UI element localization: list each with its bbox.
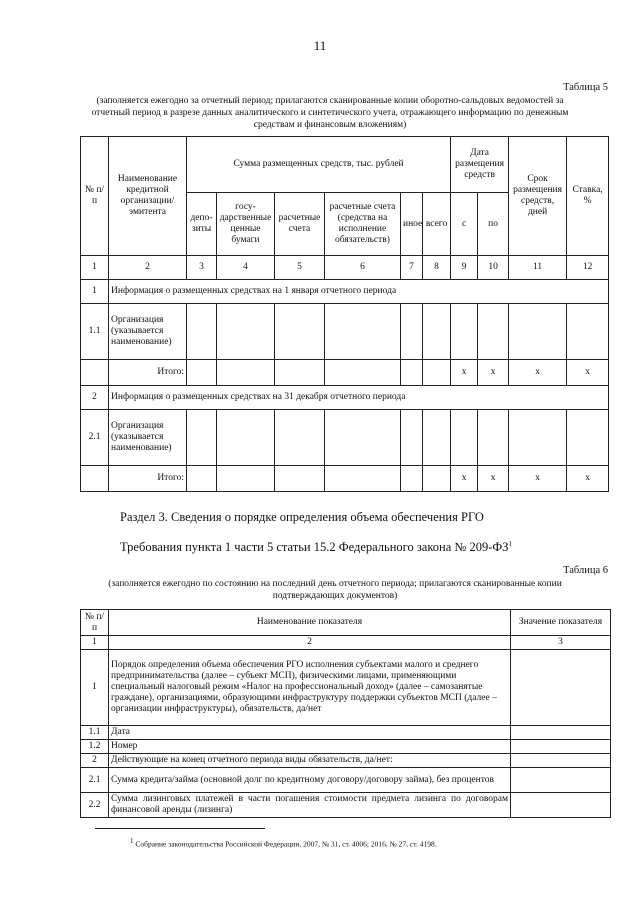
table5 — [80, 136, 609, 492]
t5-cell — [187, 304, 217, 360]
t6-r21-num: 2.1 — [81, 768, 109, 793]
t5-sec2-num: 2 — [81, 386, 109, 410]
t6-r11-text: Дата — [109, 726, 511, 740]
t5-colnum: 12 — [567, 256, 609, 280]
t6-header-name: Наименование показателя — [109, 610, 511, 636]
table6-label: Таблица 6 — [563, 565, 608, 576]
t5-cell — [509, 304, 567, 360]
t5-colnum: 1 — [81, 256, 109, 280]
t5-cell — [187, 410, 217, 466]
t6-value-cell — [511, 740, 611, 754]
t5-header-from: с — [451, 193, 478, 256]
t5-cell — [423, 410, 451, 466]
t5-colnum: 11 — [509, 256, 567, 280]
t5-cell — [325, 466, 401, 492]
t5-cell — [325, 304, 401, 360]
table6-note: (заполняется ежегодно по состоянию на последний день отчетного периода; прилагаются сканированные копии подтверждающих документов) — [108, 579, 562, 601]
t5-x: х — [509, 360, 567, 386]
section3-requirement-text: Требования пункта 1 части 5 статьи 15.2 Федерального закона № 209-ФЗ — [120, 540, 509, 555]
t5-colnum: 9 — [451, 256, 478, 280]
t5-cell — [423, 304, 451, 360]
t5-cell — [217, 466, 275, 492]
t6-value-cell — [511, 793, 611, 818]
t5-sec2-text: Информация о размещенных средствах на 31 декабря отчетного периода — [109, 386, 609, 410]
t5-row11-num: 1.1 — [81, 304, 109, 360]
t5-header-total: всего — [423, 193, 451, 256]
t5-cell — [325, 360, 401, 386]
t5-cell — [423, 360, 451, 386]
t6-value-cell — [511, 650, 611, 726]
t5-cell — [81, 360, 109, 386]
t5-colnum: 4 — [217, 256, 275, 280]
footnote-ref: 1 — [508, 540, 512, 548]
t6-r2-num: 2 — [81, 754, 109, 768]
t5-cell — [509, 410, 567, 466]
page-number: 11 — [313, 38, 327, 53]
t5-header-date: Дата размещения средств — [451, 137, 509, 193]
footnote-divider — [95, 828, 265, 829]
t5-header-settle: расчетные счета — [275, 193, 325, 256]
t6-colnum: 3 — [511, 636, 611, 650]
t5-cell — [567, 410, 609, 466]
table5-note: (заполняется ежегодно за отчетный период; прилагаются сканированные копии оборотно-сальдовых ведомостей за отчетный период в разрезе данных аналитического и синтетического учета, отражающего информацию по денежным средствам и финансовым вложениям) — [91, 96, 569, 130]
footnote-text: Собрание законодательства Российской Федерации, 2007, № 31, ст. 4006; 2016, № 27, ст. 4198. — [135, 839, 437, 849]
t5-header-to: по — [478, 193, 509, 256]
t5-cell — [275, 304, 325, 360]
t6-colnum: 1 — [81, 636, 109, 650]
t5-cell — [401, 304, 423, 360]
table6 — [80, 609, 611, 818]
t5-cell — [187, 466, 217, 492]
t6-r2-text: Действующие на конец отчетного периода виды обязательств, да/нет: — [109, 754, 511, 768]
t5-header-gov: госу- дарственные ценные бумаги — [217, 193, 275, 256]
t5-x: х — [451, 360, 478, 386]
t6-r22-num: 2.2 — [81, 793, 109, 818]
t5-total2-label: Итого: — [109, 466, 187, 492]
t6-header-num: № п/п — [81, 610, 109, 636]
t5-cell — [275, 466, 325, 492]
t5-x: х — [451, 466, 478, 492]
t5-cell — [401, 360, 423, 386]
t5-colnum: 2 — [109, 256, 187, 280]
t5-x: х — [478, 466, 509, 492]
t6-r1-num: 1 — [81, 650, 109, 726]
t5-cell — [275, 410, 325, 466]
t5-header-sum: Сумма размещенных средств, тыс. рублей — [187, 137, 451, 193]
t5-cell — [275, 360, 325, 386]
t6-header-value: Значение показателя — [511, 610, 611, 636]
t5-cell — [401, 410, 423, 466]
t6-colnum: 2 — [109, 636, 511, 650]
t5-cell — [217, 304, 275, 360]
t5-row21-num: 2.1 — [81, 410, 109, 466]
t6-r1-text: Порядок определения объема обеспечения РГО исполнения субъектами малого и среднего предпринимательства (далее – субъект МСП), физическими лицами, применяющими специальный налоговый режим «Налог на профессиональный доход» (далее – самозанятые граждане), организациями, образующими инфраструктуру поддержки субъектов МСП (далее – организации инфраструктуры), обязательств, да/нет — [109, 650, 511, 726]
t5-cell — [567, 304, 609, 360]
t5-colnum: 6 — [325, 256, 401, 280]
footnote-mark: 1 — [130, 837, 134, 845]
t5-header-term: Срок размещения средств, дней — [509, 137, 567, 256]
t5-x: х — [567, 360, 609, 386]
t6-r12-num: 1.2 — [81, 740, 109, 754]
t5-row11-org: Организация (указывается наименование) — [109, 304, 187, 360]
t5-cell — [187, 360, 217, 386]
t5-cell — [423, 466, 451, 492]
t6-r22-text: Сумма лизинговых платежей в части погашения стоимости предмета лизинга по договорам финансовой аренды (лизинга) — [109, 793, 511, 818]
t6-r21-text: Сумма кредита/займа (основной долг по кредитному договору/договору займа), без процентов — [109, 768, 511, 793]
t5-sec1-num: 1 — [81, 280, 109, 304]
t5-total1-label: Итого: — [109, 360, 187, 386]
t5-header-name: Наименование кредитной организации/ эмитента — [109, 137, 187, 256]
t5-cell — [217, 410, 275, 466]
t6-value-cell — [511, 726, 611, 740]
section3-title: Раздел 3. Сведения о порядке определения объема обеспечения РГО — [120, 510, 484, 524]
t5-x: х — [509, 466, 567, 492]
t5-cell — [325, 410, 401, 466]
t5-cell — [451, 304, 478, 360]
t5-sec1-text: Информация о размещенных средствах на 1 января отчетного периода — [109, 280, 609, 304]
table5-label: Таблица 5 — [563, 82, 608, 93]
t5-x: х — [567, 466, 609, 492]
t5-header-other: иное — [401, 193, 423, 256]
t5-cell — [217, 360, 275, 386]
t6-value-cell — [511, 754, 611, 768]
t5-header-deposits: депо- зиты — [187, 193, 217, 256]
t5-colnum: 3 — [187, 256, 217, 280]
t6-value-cell — [511, 768, 611, 793]
t5-cell — [478, 410, 509, 466]
t5-x: х — [478, 360, 509, 386]
t5-colnum: 7 — [401, 256, 423, 280]
footnote — [130, 837, 437, 849]
t5-cell — [478, 304, 509, 360]
t6-r11-num: 1.1 — [81, 726, 109, 740]
t5-header-settle-oblig: расчетные счета (средства на исполнение обязательств) — [325, 193, 401, 256]
t5-colnum: 10 — [478, 256, 509, 280]
t5-cell — [451, 410, 478, 466]
t5-header-num: № п/п — [81, 137, 109, 256]
t5-cell — [81, 466, 109, 492]
t5-row21-org: Организация (указывается наименование) — [109, 410, 187, 466]
t5-cell — [401, 466, 423, 492]
section3-requirement — [120, 540, 512, 555]
t5-colnum: 8 — [423, 256, 451, 280]
t5-header-rate: Ставка, % — [567, 137, 609, 256]
t5-colnum: 5 — [275, 256, 325, 280]
t6-r12-text: Номер — [109, 740, 511, 754]
